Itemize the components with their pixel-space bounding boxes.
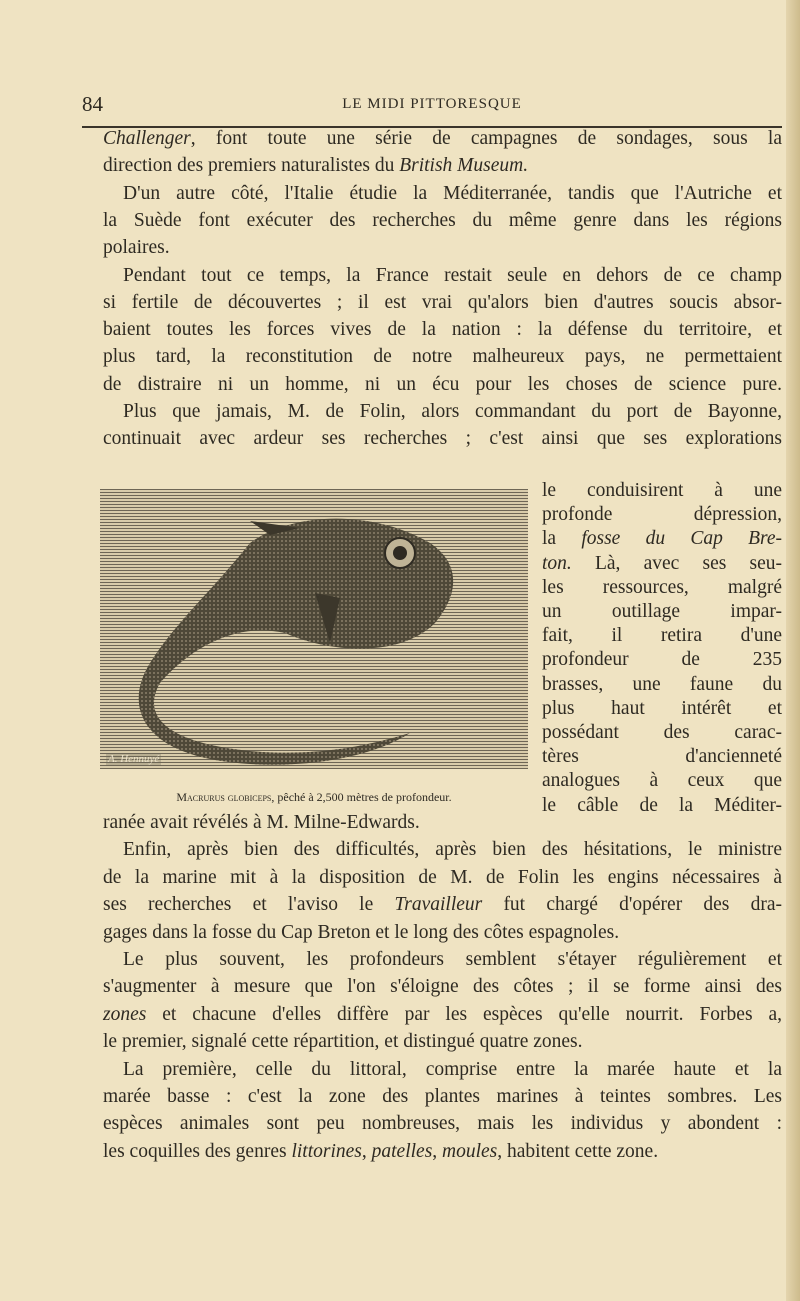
text-line	[542, 720, 782, 746]
text-segment: s'augmenter à mesure que l'on s'éloigne des côtes ; il se forme ainsi des	[103, 976, 782, 998]
text-line	[542, 672, 782, 698]
text-line	[123, 947, 782, 973]
text-segment: le câble de la Méditer-	[542, 794, 782, 816]
figure-caption	[100, 790, 528, 805]
text-segment: fait, il retira d'une	[542, 625, 782, 647]
text-segment: brasses, une faune du	[542, 673, 782, 695]
text-segment: baient toutes les forces vives de la nation : la défense du territoire, et	[103, 319, 782, 341]
caption-species: Macrurus globiceps	[176, 790, 272, 804]
running-title: LE MIDI PITTORESQUE	[342, 96, 522, 112]
text-line	[103, 153, 782, 179]
text-segment: gages dans la fosse du Cap Breton et le long des côtes espagnoles.	[103, 921, 620, 943]
text-segment: , font toute une série de campagnes de sondages, sous la	[190, 128, 782, 149]
text-segment: profondeur de 235	[542, 649, 782, 671]
text-line	[542, 599, 782, 625]
text-segment: Enfin, après bien des difficultés, après bien des hésitations, le ministre	[123, 839, 782, 861]
text-segment: le conduisirent à une	[542, 480, 782, 501]
text-segment: Là, avec ses seu-	[571, 552, 782, 574]
text-segment: plus haut intérêt et	[542, 697, 782, 719]
text-segment: espèces animales sont peu nombreuses, mais les individus y abondent :	[103, 1113, 782, 1135]
page-number: 84	[82, 92, 103, 116]
caption-text: , pêché à 2,500 mètres de profondeur.	[271, 790, 452, 804]
text-segment: fut chargé d'opérer des dra-	[482, 894, 782, 916]
fish-engraving	[100, 483, 528, 775]
text-line	[123, 399, 782, 425]
text-line	[103, 865, 782, 891]
text-line	[103, 1084, 782, 1110]
text-line	[103, 126, 782, 152]
text-segment: plus tard, la reconstitution de notre malheureux pays, ne permettaient	[103, 346, 782, 368]
text-line	[542, 623, 782, 649]
text-line	[103, 1029, 782, 1055]
text-line	[542, 575, 782, 601]
text-line	[103, 317, 782, 343]
text-line	[103, 1139, 782, 1165]
text-segment: analogues à ceux que	[542, 770, 782, 792]
text-segment: La première, celle du littoral, comprise entre la marée haute et la	[123, 1058, 782, 1080]
text-line	[103, 974, 782, 1000]
italic-text: zones	[103, 1003, 147, 1025]
text-line	[542, 526, 782, 552]
text-line	[542, 744, 782, 770]
italic-text: fosse du Cap Bre-	[581, 528, 782, 550]
text-line	[103, 235, 782, 261]
text-segment: de distraire ni un homme, ni un écu pour les choses de science pure.	[103, 373, 782, 395]
text-line	[103, 920, 782, 946]
text-segment: , habitent cette zone.	[497, 1140, 659, 1162]
text-segment: direction des premiers naturalistes du	[103, 155, 400, 177]
italic-text: Travailleur	[394, 894, 483, 916]
page-header	[82, 92, 782, 120]
text-segment: D'un autre côté, l'Italie étudie la Méditerranée, tandis que l'Autriche et	[123, 182, 782, 204]
italic-text: Challenger	[103, 128, 191, 149]
text-segment: Pendant tout ce temps, la France restait seule en dehors de ce champ	[123, 264, 782, 286]
text-segment: les ressources, malgré	[542, 576, 782, 598]
text-line	[542, 551, 782, 577]
text-line	[103, 892, 782, 918]
text-line	[123, 1057, 782, 1083]
text-segment: ses recherches et l'aviso le	[103, 894, 395, 916]
engraver-signature: A. Hennuyé	[108, 753, 160, 765]
italic-text: British Museum.	[399, 155, 529, 177]
text-segment: si fertile de découvertes ; il est vrai qu'alors bien d'autres soucis absor-	[103, 291, 782, 313]
text-segment: ,	[361, 1140, 372, 1162]
text-segment: ranée avait révélés à M. Milne-Edwards.	[103, 812, 420, 833]
text-segment: possédant des carac-	[542, 722, 782, 743]
text-segment: Le plus souvent, les profondeurs semblent s'étayer régulièrement et	[123, 949, 782, 970]
italic-text: ton.	[542, 552, 572, 574]
text-line	[103, 1111, 782, 1137]
italic-text: moules	[442, 1140, 498, 1162]
text-segment: un outillage impar-	[542, 601, 782, 622]
text-line	[542, 768, 782, 794]
italic-text: littorines	[291, 1140, 362, 1162]
text-line	[123, 837, 782, 863]
text-line	[542, 647, 782, 673]
text-segment: les coquilles des genres	[103, 1140, 292, 1162]
text-segment: la	[542, 528, 582, 550]
text-line	[103, 344, 782, 370]
text-line	[103, 426, 782, 452]
text-line	[542, 478, 782, 504]
text-line	[542, 502, 782, 528]
text-segment: profonde dépression,	[542, 504, 782, 526]
text-line	[123, 263, 782, 289]
text-segment: et chacune d'elles diffère par les espèces qu'elle nourrit. Forbes a,	[146, 1003, 782, 1025]
text-segment: ,	[432, 1140, 443, 1162]
text-line	[123, 181, 782, 207]
text-segment: Plus que jamais, M. de Folin, alors commandant du port de Bayonne,	[123, 401, 782, 422]
text-line	[103, 208, 782, 234]
italic-text: patelles	[371, 1140, 433, 1162]
text-segment: marée basse : c'est la zone des plantes marines à teintes sombres. Les	[103, 1086, 782, 1107]
text-line	[103, 290, 782, 316]
text-segment: tères d'ancienneté	[542, 746, 782, 768]
text-line	[103, 1002, 782, 1028]
text-segment: la Suède font exécuter des recherches du même genre dans les régions	[103, 209, 782, 231]
text-segment: le premier, signalé cette répartition, et distingué quatre zones.	[103, 1031, 583, 1053]
page-edge	[786, 0, 800, 1301]
text-segment: polaires.	[103, 237, 170, 259]
text-line	[103, 810, 782, 836]
text-line	[103, 372, 782, 398]
text-segment: de la marine mit à la disposition de M. de Folin les engins nécessaires à	[103, 866, 782, 888]
text-segment: continuait avec ardeur ses recherches ; c'est ainsi que ses explorations	[103, 428, 782, 450]
text-line	[542, 696, 782, 722]
